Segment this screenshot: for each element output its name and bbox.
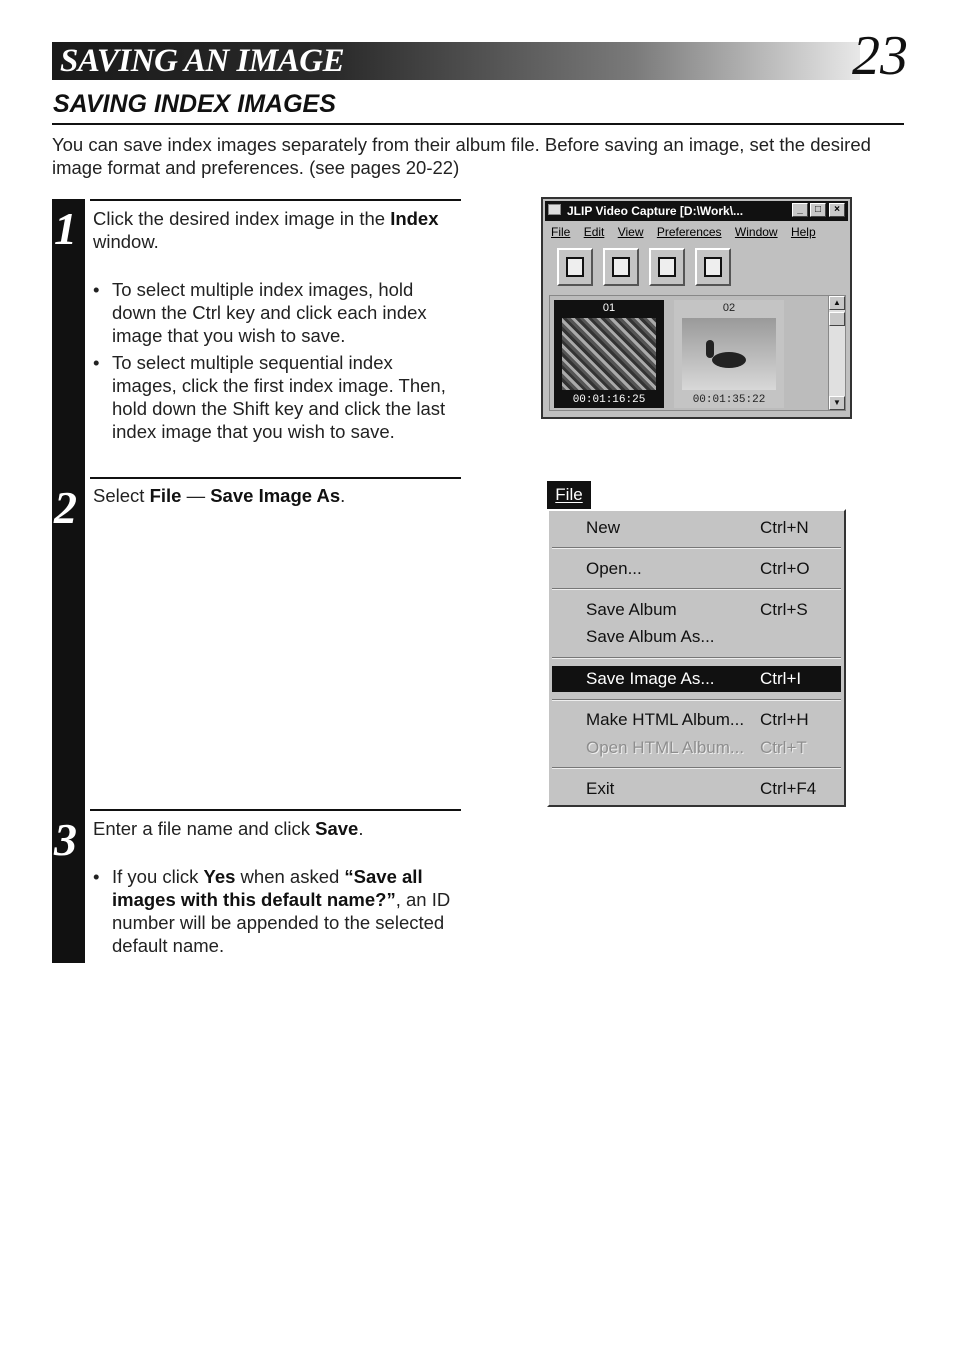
- thumbnail-image: [682, 318, 776, 390]
- step-3-text: [93, 817, 453, 961]
- step-3-rule: [90, 809, 461, 811]
- menu-item-save-album[interactable]: Save Album Ctrl+S: [586, 600, 808, 619]
- vertical-scrollbar[interactable]: [828, 295, 846, 411]
- maximize-icon[interactable]: □: [810, 203, 826, 217]
- menu-separator: [552, 657, 841, 659]
- step-1-bullets: [93, 278, 453, 443]
- file-menu-tab[interactable]: File: [547, 481, 591, 509]
- page-title: SAVING AN IMAGE: [60, 43, 345, 79]
- step-number-3: 3: [54, 814, 77, 865]
- menu-file[interactable]: File: [551, 225, 571, 239]
- index-thumbnail[interactable]: 01 00:01:16:25: [554, 300, 664, 408]
- step-1-instruction: Click the desired index image in the Index window.: [93, 208, 439, 252]
- menu-item-exit[interactable]: Exit Ctrl+F4: [586, 779, 817, 798]
- menu-item-save-image-as[interactable]: Save Image As... Ctrl+I: [552, 666, 841, 692]
- capture-icon[interactable]: [649, 248, 685, 286]
- step-number-1: 1: [54, 203, 77, 254]
- bullet-item: • If you click Yes when asked “Save all images with this default name?”, an ID number will be appended to the selected default name.: [93, 865, 453, 957]
- scroll-up-icon[interactable]: ▲: [829, 296, 845, 310]
- menu-item-make-html-album[interactable]: Make HTML Album... Ctrl+H: [586, 710, 809, 729]
- section-title: SAVING INDEX IMAGES: [53, 90, 336, 118]
- step-3-bullets: [93, 865, 453, 957]
- bullet-item: • To select multiple index images, hold down the Ctrl key and click each index image that you wish to save.: [93, 278, 453, 347]
- menu-item-open[interactable]: Open... Ctrl+O: [586, 559, 810, 578]
- scroll-thumb[interactable]: [829, 312, 845, 326]
- open-album-icon[interactable]: [557, 248, 593, 286]
- menu-view[interactable]: View: [617, 225, 644, 239]
- html-album-icon[interactable]: [695, 248, 731, 286]
- window-title-bar: JLIP Video Capture [D:\Work\...: [545, 201, 848, 221]
- index-window: [549, 295, 829, 411]
- file-menu: [547, 509, 846, 807]
- intro-paragraph: You can save index images separately from their album file. Before saving an image, set the desired image format and preferences. (see pages 20-22): [52, 134, 871, 178]
- index-thumbnail[interactable]: 02 00:01:35:22: [674, 300, 784, 408]
- step-2-text: Select File — Save Image As.: [93, 485, 346, 506]
- menu-edit[interactable]: Edit: [583, 225, 605, 239]
- window-menu-bar: [551, 225, 826, 239]
- menu-separator: [552, 699, 841, 701]
- step-2-rule: [90, 477, 461, 479]
- minimize-icon[interactable]: _: [792, 203, 808, 217]
- capture-window: [541, 197, 852, 419]
- section-divider: [52, 123, 904, 125]
- app-icon[interactable]: [548, 204, 561, 215]
- menu-separator: [552, 547, 841, 549]
- menu-item-open-html-album: Open HTML Album... Ctrl+T: [586, 738, 807, 757]
- page-number: 23: [852, 25, 908, 87]
- step-3-instruction: Enter a file name and click Save.: [93, 818, 364, 839]
- menu-window[interactable]: Window: [734, 225, 778, 239]
- menu-item-new[interactable]: New Ctrl+N: [586, 518, 809, 537]
- menu-separator: [552, 767, 841, 769]
- step-1-text: [93, 207, 453, 447]
- scroll-down-icon[interactable]: ▼: [829, 396, 845, 410]
- step-1-rule: [90, 199, 461, 201]
- save-album-icon[interactable]: [603, 248, 639, 286]
- thumbnail-image: [562, 318, 656, 390]
- menu-item-save-album-as[interactable]: Save Album As...: [586, 627, 715, 646]
- menu-separator: [552, 588, 841, 590]
- menu-help[interactable]: Help: [790, 225, 816, 239]
- close-icon[interactable]: ×: [829, 203, 845, 217]
- menu-preferences[interactable]: Preferences: [656, 225, 722, 239]
- bullet-item: • To select multiple sequential index images, click the first index image. Then, hold down the Shift key and click the last index image that you wish to save.: [93, 351, 453, 443]
- step-number-2: 2: [54, 482, 77, 533]
